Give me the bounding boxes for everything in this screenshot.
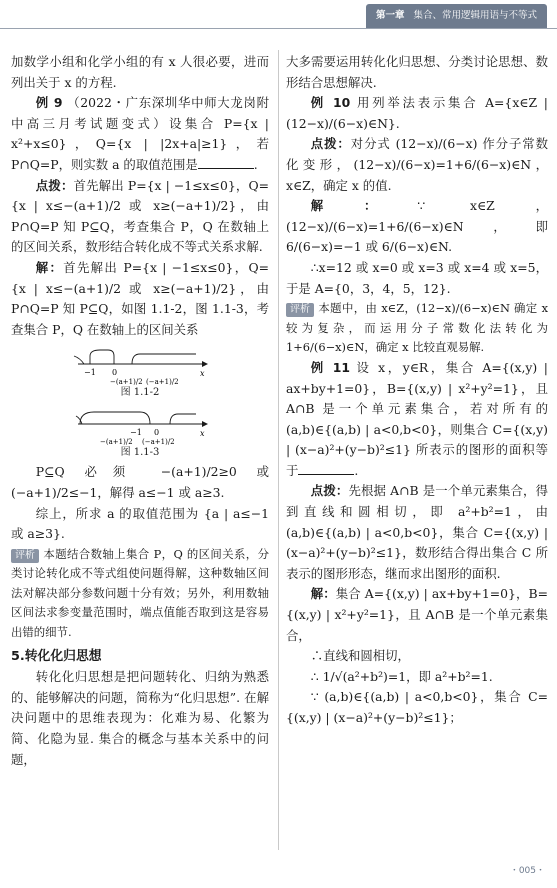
comment-tag: 评析: [11, 549, 39, 563]
answer-blank: [198, 156, 254, 169]
comment-block-10: [286, 299, 548, 358]
example-9: [11, 93, 269, 175]
example-10-text: 用列举法表示集合 A={x∈Z | (12−x)/(6−x)∈N}.: [286, 95, 548, 131]
example-11-text: 设 x，y∈R，集合 A={(x,y) | ax+by+1=0}，B={(x,y) | x²+y²=1}，且 A∩B 是一个单元素集合，若对所有的 (a,b)∈{(a,b) | a<0,b<0}，则集合 C={(x,y) | (x−a)²+(y−b)²≤1} 所表示的图形的面积等于: [286, 359, 548, 478]
example-9-hint: [11, 176, 269, 258]
example-9-end: .: [253, 156, 258, 172]
right-continuation: 大多需要运用转化化归思想、分类讨论思想、数形结合思想解决.: [286, 54, 548, 90]
fig1-label-left: −(a+1)/2: [110, 378, 143, 387]
chapter-title: 集合、常用逻辑用语与不等式: [413, 10, 537, 21]
solution-label-10: 解：: [310, 198, 418, 214]
hint-label-11: 点拨：: [310, 483, 349, 499]
solution-11-line-4: ∵ (a,b)∈{(a,b) | a<0,b<0}，集合 C={(x,y) | (x−a)²+(y−b)²≤1}；: [286, 689, 548, 725]
comment-text: 本题结合数轴上集合 P，Q 的区间关系，分类讨论转化成不等式组使问题得解，这种数轴区间法对解决部分参数问题十分有效；另外，利用数轴区间法求参变量范围时，端点值能否取到这是容易出错的细节.: [11, 546, 269, 640]
chapter-tab: [366, 4, 547, 28]
hint-label-10: 点拨：: [310, 136, 351, 152]
figure-caption-1: 图 1.1-2: [120, 387, 160, 399]
example-9-text: （2022・广东深圳华中师大龙岗附中高三月考试题变式）设集合 P={x | x²+x≤0}，Q={x | |2x+a|≥1}，若 P∩Q=P，则实数 a 的取值范围是: [11, 95, 269, 172]
example-10-label: 例 10: [310, 95, 351, 111]
condition-text: P⊆Q 必须 −(a+1)/2≥0 或 (−a+1)/2≤−1，解得 a≤−1 或 a≥3.: [11, 464, 269, 500]
column-divider: [278, 50, 279, 850]
example-11-label: 例 11: [310, 359, 350, 375]
example-10: [286, 93, 548, 134]
example-10-solution: [286, 196, 548, 258]
figure-caption-2: 图 1.1-3: [120, 447, 160, 459]
section-heading: 5.转化化归思想: [11, 648, 102, 664]
solution-label: 解：: [35, 259, 64, 275]
comment-block: [11, 545, 269, 643]
fig2-tick-zero: 0: [154, 428, 160, 438]
comment-tag-10: 评析: [286, 303, 314, 317]
chapter-number: 第一章: [375, 10, 405, 21]
axis-x-label: x: [200, 369, 205, 379]
answer-blank-11: [298, 462, 354, 475]
solution-text: 首先解出 P={x | −1≤x≤0}，Q={x | x≤−(a+1)/2 或 x≥(−a+1)/2}，由 P∩Q=P 知 P⊆Q，如图 1.1-2，图 1.1-3，考查集合 P，Q 在数轴上的区间关系: [11, 259, 270, 337]
example-11-hint: [286, 481, 548, 584]
section-text: 转化化归思想是把问题转化、归纳为熟悉的、能够解决的问题，简称为“化归思想”. 在解决问题中的思维表现为：化难为易、化繁为简、化隐为显. 集合的概念与基本关系中的问题，: [11, 669, 269, 767]
fig2-axis-x-label: x: [200, 429, 205, 439]
fig2-label-left: −(a+1)/2: [100, 438, 133, 447]
number-line-figure-1: [70, 342, 210, 386]
summary-text: 综上，所求 a 的取值范围为 {a | a≤−1 或 a≥3}.: [11, 505, 269, 542]
example-11-end: .: [354, 462, 359, 478]
solution-11-line-2: ∴直线和圆相切，: [310, 648, 410, 664]
solution-11-line-1: 集合 A={(x,y) | ax+by+1=0}，B={(x,y) | x²+y²=1}，且 A∩B 是一个单元素集合，: [286, 586, 549, 643]
example-9-solution: [11, 258, 269, 340]
solution-text-10: ∵ x∈Z，(12−x)/(6−x)=1+6/(6−x)∈N，即 6/(6−x)=−1 或 6/(6−x)∈N.: [286, 198, 548, 255]
tick-minus-one: −1: [84, 368, 96, 378]
hint-text: 首先解出 P={x | −1≤x≤0}，Q={x | x≤−(a+1)/2 或 x≥(−a+1)/2}，由 P∩Q=P 知 P⊆Q，考查集合 P，Q 在数轴上的区间关系，数形结合转化成不等式关系求解.: [11, 177, 270, 255]
example-10-hint: [286, 134, 548, 196]
solution-label-11: 解：: [310, 586, 336, 602]
comment-text-10: 本题中，由 x∈Z，(12−x)/(6−x)∈N 确定 x 较为复杂，而运用分子常数化法转化为 1+6/(6−x)∈N，确定 x 比较直观易解.: [286, 301, 548, 355]
page-header: [0, 0, 557, 34]
example-11: [286, 358, 548, 482]
fig1-label-right: (−a+1)/2: [146, 378, 179, 387]
fig2-tick-minus-one: −1: [130, 428, 142, 438]
number-line-figure-2: [70, 402, 210, 446]
solution-11-line-3: ∴ 1/√(a²+b²)=1，即 a²+b²=1.: [310, 668, 493, 684]
solution-text-10b: ∴x=12 或 x=0 或 x=3 或 x=4 或 x=5，于是 A={0，3，4，5，12}.: [286, 259, 548, 296]
tick-zero: 0: [112, 368, 118, 378]
paragraph-continuation: 加数学小组和化学小组的有 x 人很必要，进而列出关于 x 的方程.: [11, 54, 269, 90]
hint-text-10: 对分式 (12−x)/(6−x) 作分子常数化变形，(12−x)/(6−x)=1+6/(6−x)∈N，x∈Z，确定 x 的值.: [286, 136, 548, 193]
hint-text-11: 先根据 A∩B 是一个单元素集合，得到直线和圆相切，即 a²+b²=1，由 (a,b)∈{(a,b) | a<0,b<0}，集合 C={(x,y) | (x−a)²+(y−b)²≤1}，数形结合得出集合 C 所表示的图形形态，继而求出图形的面积.: [286, 483, 548, 581]
example-9-label: 例 9: [35, 95, 63, 111]
hint-label: 点拨：: [35, 177, 74, 193]
right-column: [286, 52, 548, 729]
header-rule: [0, 28, 557, 29]
left-column: [11, 52, 269, 770]
fig2-label-right: (−a+1)/2: [142, 438, 175, 447]
page-number: ・005・: [509, 866, 545, 876]
example-11-solution: [286, 584, 548, 646]
